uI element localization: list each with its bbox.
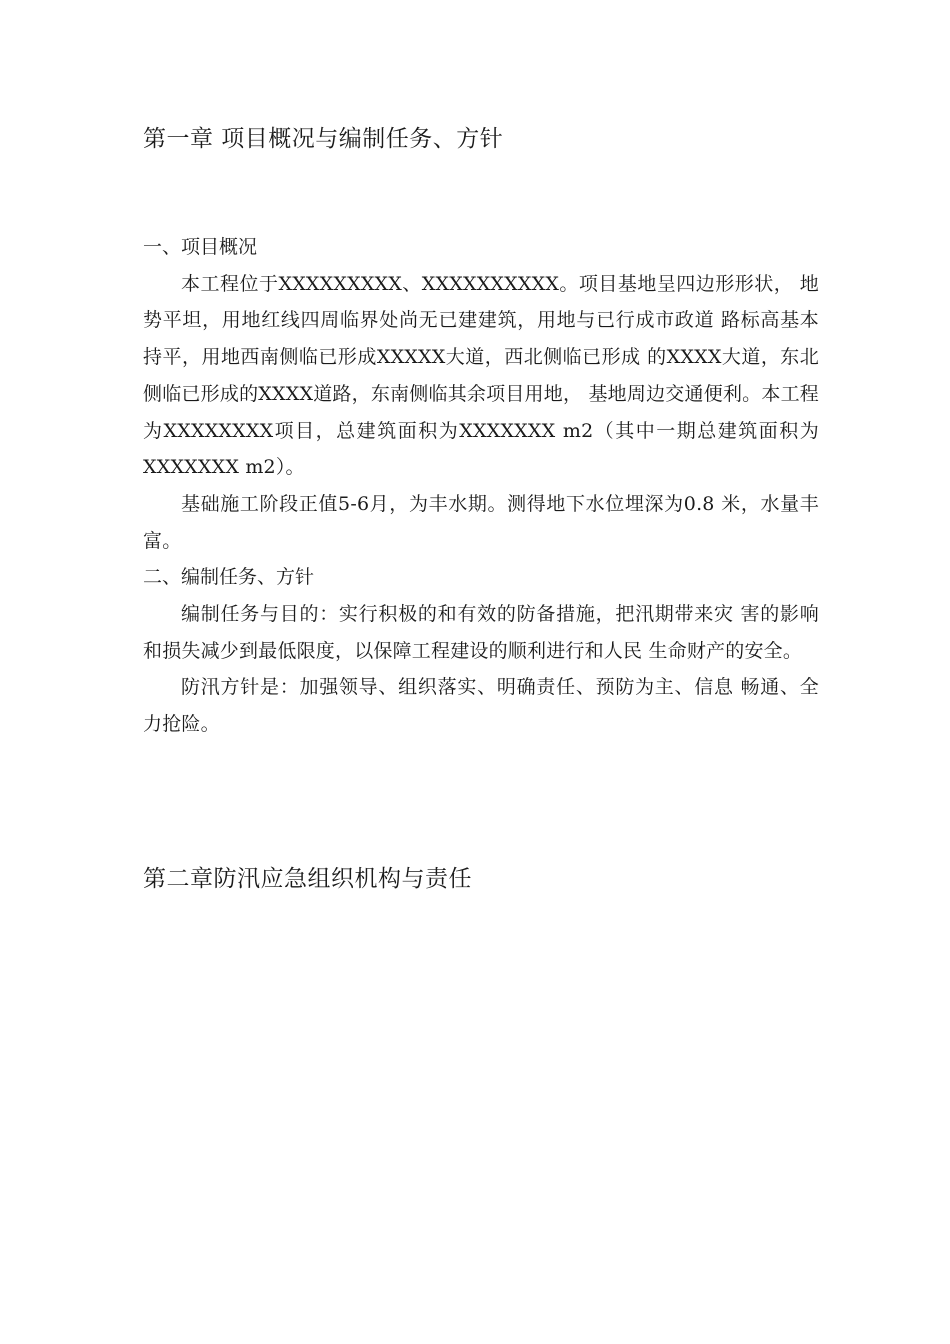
document-body	[143, 229, 819, 743]
section-1-paragraph-1: 本工程位于XXXXXXXXX、XXXXXXXXXX。项目基地呈四边形形状， 地势平坦，用地红线四周临界处尚无已建建筑，用地与已行成市政道 路标高基本持平，用地西南侧临已形成XXXXX大道，西北侧临已形成 的XXXX大道，东北侧临已形成的XXXX道路，东南侧临其余项目用地， 基地周边交通便利。本工程为XXXXXXXX项目，总建筑面积为XXXXXXX m2（其中一期总建筑面积为XXXXXXX m2）。	[143, 272, 819, 479]
section-1-heading: 一、项目概况	[143, 236, 258, 258]
chapter-2-title: 第二章防汛应急组织机构与责任	[143, 866, 472, 892]
section-2-paragraph-1: 编制任务与目的：实行积极的和有效的防备措施，把汛期带来灾 害的影响和损失减少到最低限度，以保障工程建设的顺利进行和人民 生命财产的安全。	[143, 603, 819, 662]
chapter-1-title: 第一章 项目概况与编制任务、方针	[143, 126, 504, 152]
section-2-heading: 二、编制任务、方针	[143, 566, 315, 589]
section-1-paragraph-2: 基础施工阶段正值5-6月，为丰水期。测得地下水位埋深为0.8 米，水量丰富。	[143, 492, 819, 552]
section-2-paragraph-2: 防汛方针是：加强领导、组织落实、明确责任、预防为主、信息 畅通、全力抢险。	[143, 676, 819, 736]
